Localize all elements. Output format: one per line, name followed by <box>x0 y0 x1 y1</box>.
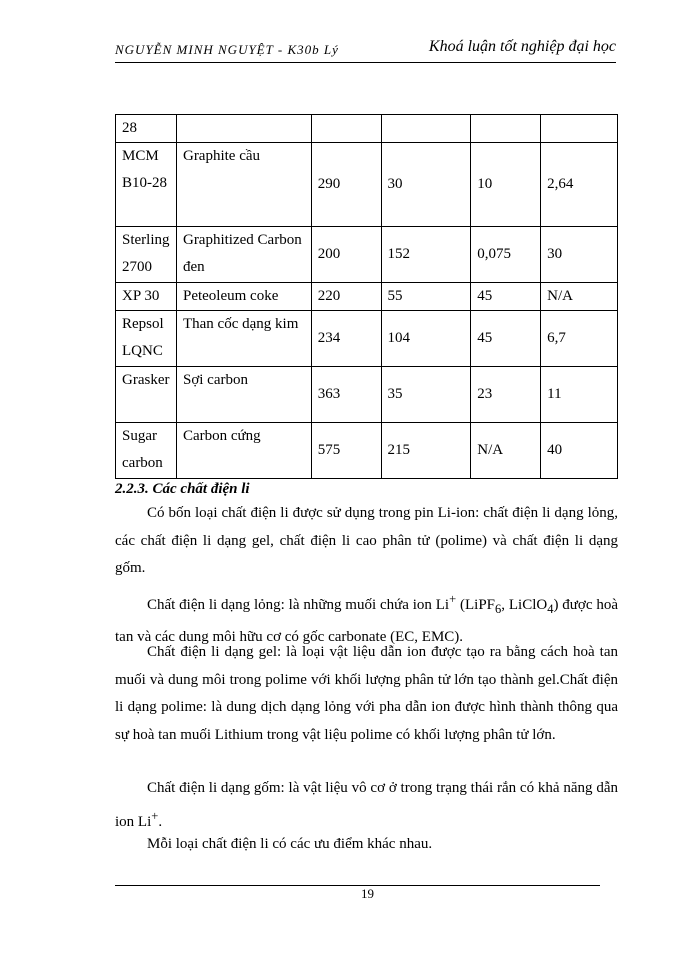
table-cell: 215 <box>381 423 471 479</box>
page-header <box>115 38 616 63</box>
table-cell: 11 <box>541 367 618 423</box>
table-cell: 45 <box>471 283 541 311</box>
table-cell: 40 <box>541 423 618 479</box>
table-cell: Sợi carbon <box>176 367 311 423</box>
table-cell: 220 <box>311 283 381 311</box>
table-row <box>116 227 618 283</box>
paragraph-electrolyte-types: Có bốn loại chất điện li được sử dụng trong pin Li-ion: chất điện li dạng lỏng, các chất điện li dạng gel, chất điện li cao phân tử (polime) và chất điện li dạng gốm. <box>115 505 618 576</box>
table-cell: 234 <box>311 311 381 367</box>
table-row <box>116 115 618 143</box>
table-row <box>116 423 618 479</box>
materials-table <box>115 114 618 479</box>
table-cell <box>311 115 381 143</box>
table-row <box>116 143 618 227</box>
page-number: 19 <box>361 886 374 901</box>
table-cell: MCM B10-28 <box>116 143 177 227</box>
paragraph-text: Chất điện li dạng lỏng: là những muối chứa ion Li <box>147 597 450 613</box>
table-row <box>116 311 618 367</box>
table-cell: 2,64 <box>541 143 618 227</box>
paragraph-advantages: Mỗi loại chất điện li có các ưu điểm khác nhau. <box>147 836 433 852</box>
paragraph-text: , LiClO <box>501 597 548 613</box>
table-cell: Repsol LQNC <box>116 311 177 367</box>
table-cell <box>541 115 618 143</box>
table-cell: 30 <box>381 143 471 227</box>
table-cell: 200 <box>311 227 381 283</box>
table-cell: 55 <box>381 283 471 311</box>
paragraph-text: ) được hoà tan và các dung môi hữu cơ có gốc carbonate (EC, EMC). <box>115 597 619 645</box>
section-heading: 2.2.3. Các chất điện li <box>115 481 250 497</box>
table-cell: 363 <box>311 367 381 423</box>
table-cell: 104 <box>381 311 471 367</box>
table-cell: 152 <box>381 227 471 283</box>
table-cell: 28 <box>116 115 177 143</box>
table-cell: Peteoleum coke <box>176 283 311 311</box>
table-cell: Sugar carbon <box>116 423 177 479</box>
table-cell: 35 <box>381 367 471 423</box>
table-row <box>116 283 618 311</box>
table-cell: 10 <box>471 143 541 227</box>
table-cell: 575 <box>311 423 381 479</box>
table-cell: 0,075 <box>471 227 541 283</box>
header-thesis-title: Khoá luận tốt nghiệp đại học <box>428 38 616 55</box>
subscript: 6 <box>495 602 502 616</box>
paragraph-text: (LiPF <box>456 597 496 613</box>
table-cell: Grasker <box>116 367 177 423</box>
table-cell: Graphite cầu <box>176 143 311 227</box>
table-cell: 45 <box>471 311 541 367</box>
table-cell: XP 30 <box>116 283 177 311</box>
paragraph-ceramic-electrolyte <box>115 775 618 836</box>
table-cell: Carbon cứng <box>176 423 311 479</box>
table-cell: Than cốc dạng kim <box>176 311 311 367</box>
table-cell: 30 <box>541 227 618 283</box>
header-author: NGUYỄN MINH NGUYỆT - K30b Lý <box>115 42 339 57</box>
table-cell: N/A <box>471 423 541 479</box>
table-cell: 290 <box>311 143 381 227</box>
table-cell: N/A <box>541 283 618 311</box>
table-cell: Sterling 2700 <box>116 227 177 283</box>
table-cell <box>176 115 311 143</box>
table-cell <box>471 115 541 143</box>
table-cell: 6,7 <box>541 311 618 367</box>
table-row <box>116 367 618 423</box>
subscript: 4 <box>547 602 554 616</box>
table-cell: Graphitized Carbon đen <box>176 227 311 283</box>
table-cell: 23 <box>471 367 541 423</box>
paragraph-gel-electrolyte: Chất điện li dạng gel: là loại vật liệu dẫn ion được tạo ra bằng cách hoà tan muối và dung môi trong polime với khối lượng phân tử lớn tạo thành gel.Chất điện li dạng polime: là dung dịch dạng lỏng với pha dẫn ion được hình thành thông qua sự hoà tan muối Lithium trong vật liệu polime có khối lượng phân tử lớn. <box>115 644 618 743</box>
paragraph-text: Chất điện li dạng gốm: là vật liệu vô cơ ở trong trạng thái rắn có khả năng dẫn ion Li <box>115 780 618 830</box>
superscript: + <box>449 592 457 606</box>
paragraph-text: . <box>158 813 163 830</box>
superscript: + <box>151 808 159 823</box>
table-cell <box>381 115 471 143</box>
